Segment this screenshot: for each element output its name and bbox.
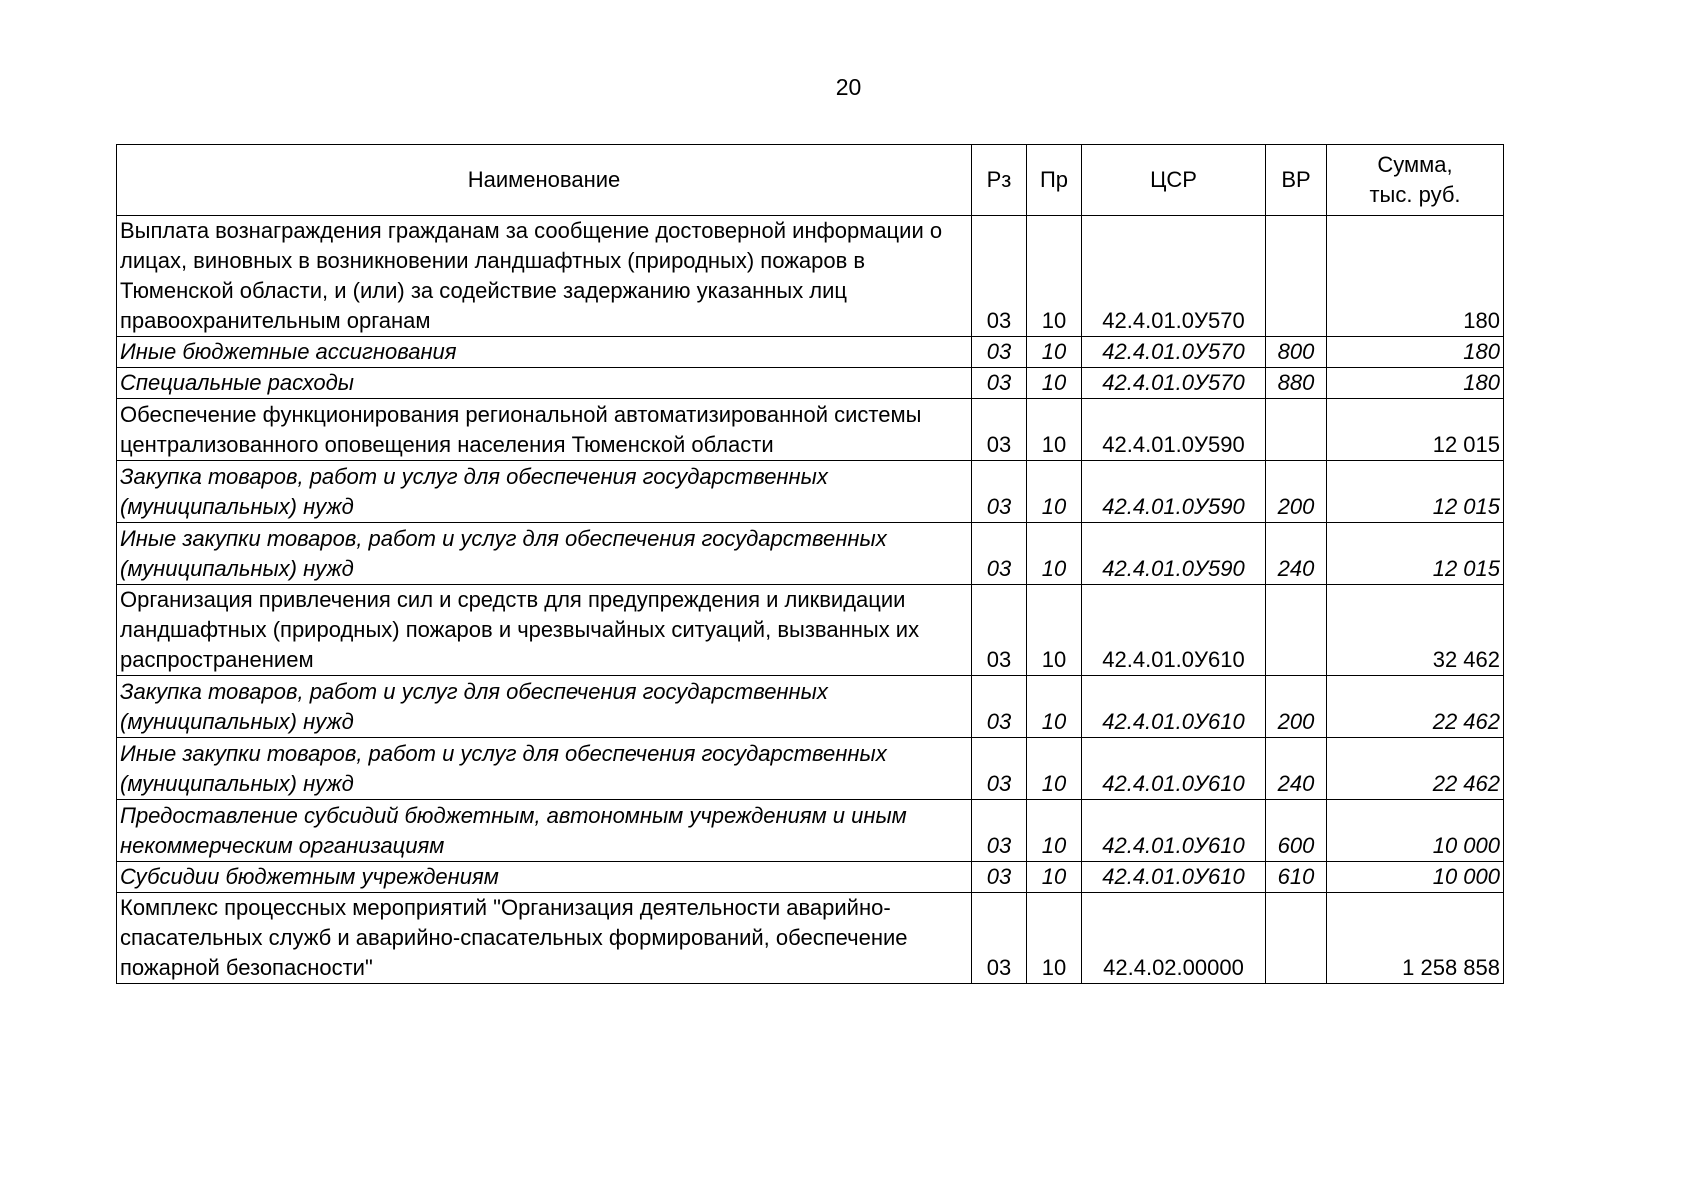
row-vr: 240	[1266, 523, 1327, 585]
page-number: 20	[835, 74, 862, 100]
header-name: Наименование	[117, 145, 972, 216]
row-vr: 240	[1266, 738, 1327, 800]
row-name: Комплекс процессных мероприятий "Организация деятельности аварийно-спасательных служб и аварийно-спасательных формирований, обеспечение пожарной безопасности"	[117, 893, 972, 984]
row-rz: 03	[972, 368, 1027, 399]
row-pr: 10	[1027, 399, 1082, 461]
row-rz: 03	[972, 862, 1027, 893]
row-csr: 42.4.01.0У610	[1082, 676, 1266, 738]
row-csr: 42.4.01.0У590	[1082, 399, 1266, 461]
row-vr	[1266, 585, 1327, 676]
row-pr: 10	[1027, 368, 1082, 399]
row-sum: 22 462	[1327, 676, 1504, 738]
row-rz: 03	[972, 216, 1027, 337]
row-csr: 42.4.01.0У570	[1082, 216, 1266, 337]
header-pr: Пр	[1027, 145, 1082, 216]
header-vr: ВР	[1266, 145, 1327, 216]
header-sum	[1327, 145, 1504, 216]
row-pr: 10	[1027, 523, 1082, 585]
row-sum: 22 462	[1327, 738, 1504, 800]
table-header-row	[117, 145, 1504, 216]
row-vr: 600	[1266, 800, 1327, 862]
row-rz: 03	[972, 676, 1027, 738]
row-sum: 180	[1327, 368, 1504, 399]
row-csr: 42.4.01.0У610	[1082, 585, 1266, 676]
row-csr: 42.4.01.0У590	[1082, 523, 1266, 585]
row-csr: 42.4.02.00000	[1082, 893, 1266, 984]
table-row	[117, 399, 1504, 461]
row-vr	[1266, 216, 1327, 337]
row-name: Иные закупки товаров, работ и услуг для обеспечения государственных (муниципальных) нужд	[117, 738, 972, 800]
row-sum: 10 000	[1327, 800, 1504, 862]
row-rz: 03	[972, 337, 1027, 368]
row-sum: 180	[1327, 337, 1504, 368]
table-row	[117, 676, 1504, 738]
row-vr: 200	[1266, 676, 1327, 738]
row-name: Субсидии бюджетным учреждениям	[117, 862, 972, 893]
row-name: Организация привлечения сил и средств для предупреждения и ликвидации ландшафтных (природных) пожаров и чрезвычайных ситуаций, вызванных их распространением	[117, 585, 972, 676]
row-name: Закупка товаров, работ и услуг для обеспечения государственных (муниципальных) нужд	[117, 461, 972, 523]
table-row	[117, 738, 1504, 800]
row-vr: 200	[1266, 461, 1327, 523]
row-vr	[1266, 399, 1327, 461]
row-csr: 42.4.01.0У610	[1082, 862, 1266, 893]
row-csr: 42.4.01.0У570	[1082, 337, 1266, 368]
budget-table	[116, 144, 1504, 984]
row-name: Иные закупки товаров, работ и услуг для обеспечения государственных (муниципальных) нужд	[117, 523, 972, 585]
row-name: Специальные расходы	[117, 368, 972, 399]
row-sum: 1 258 858	[1327, 893, 1504, 984]
row-rz: 03	[972, 523, 1027, 585]
header-rz: Рз	[972, 145, 1027, 216]
row-sum: 10 000	[1327, 862, 1504, 893]
row-rz: 03	[972, 893, 1027, 984]
header-csr: ЦСР	[1082, 145, 1266, 216]
row-vr: 880	[1266, 368, 1327, 399]
row-pr: 10	[1027, 738, 1082, 800]
row-pr: 10	[1027, 337, 1082, 368]
row-pr: 10	[1027, 893, 1082, 984]
row-rz: 03	[972, 800, 1027, 862]
row-name: Предоставление субсидий бюджетным, автономным учреждениям и иным некоммерческим организациям	[117, 800, 972, 862]
row-sum: 12 015	[1327, 399, 1504, 461]
row-pr: 10	[1027, 585, 1082, 676]
table-row	[117, 337, 1504, 368]
header-sum-line1: Сумма,	[1377, 152, 1453, 177]
row-name: Иные бюджетные ассигнования	[117, 337, 972, 368]
table-row	[117, 523, 1504, 585]
row-vr: 610	[1266, 862, 1327, 893]
row-csr: 42.4.01.0У610	[1082, 800, 1266, 862]
row-csr: 42.4.01.0У570	[1082, 368, 1266, 399]
row-rz: 03	[972, 399, 1027, 461]
row-rz: 03	[972, 585, 1027, 676]
row-vr: 800	[1266, 337, 1327, 368]
header-sum-line2: тыс. руб.	[1369, 182, 1461, 207]
row-name: Выплата вознаграждения гражданам за сообщение достоверной информации о лицах, виновных в возникновении ландшафтных (природных) пожаров в Тюменской области, и (или) за содействие задержанию указанных лиц правоохранительным органам	[117, 216, 972, 337]
row-sum: 12 015	[1327, 523, 1504, 585]
row-pr: 10	[1027, 461, 1082, 523]
table-row	[117, 862, 1504, 893]
table-row	[117, 893, 1504, 984]
row-name: Закупка товаров, работ и услуг для обеспечения государственных (муниципальных) нужд	[117, 676, 972, 738]
table-row	[117, 461, 1504, 523]
row-csr: 42.4.01.0У610	[1082, 738, 1266, 800]
row-rz: 03	[972, 738, 1027, 800]
row-pr: 10	[1027, 676, 1082, 738]
table-row	[117, 368, 1504, 399]
table-row	[117, 216, 1504, 337]
table-row	[117, 585, 1504, 676]
table-row	[117, 800, 1504, 862]
row-rz: 03	[972, 461, 1027, 523]
row-sum: 32 462	[1327, 585, 1504, 676]
row-pr: 10	[1027, 862, 1082, 893]
row-vr	[1266, 893, 1327, 984]
row-name: Обеспечение функционирования региональной автоматизированной системы централизованного оповещения населения Тюменской области	[117, 399, 972, 461]
row-pr: 10	[1027, 800, 1082, 862]
row-sum: 12 015	[1327, 461, 1504, 523]
row-pr: 10	[1027, 216, 1082, 337]
row-csr: 42.4.01.0У590	[1082, 461, 1266, 523]
row-sum: 180	[1327, 216, 1504, 337]
